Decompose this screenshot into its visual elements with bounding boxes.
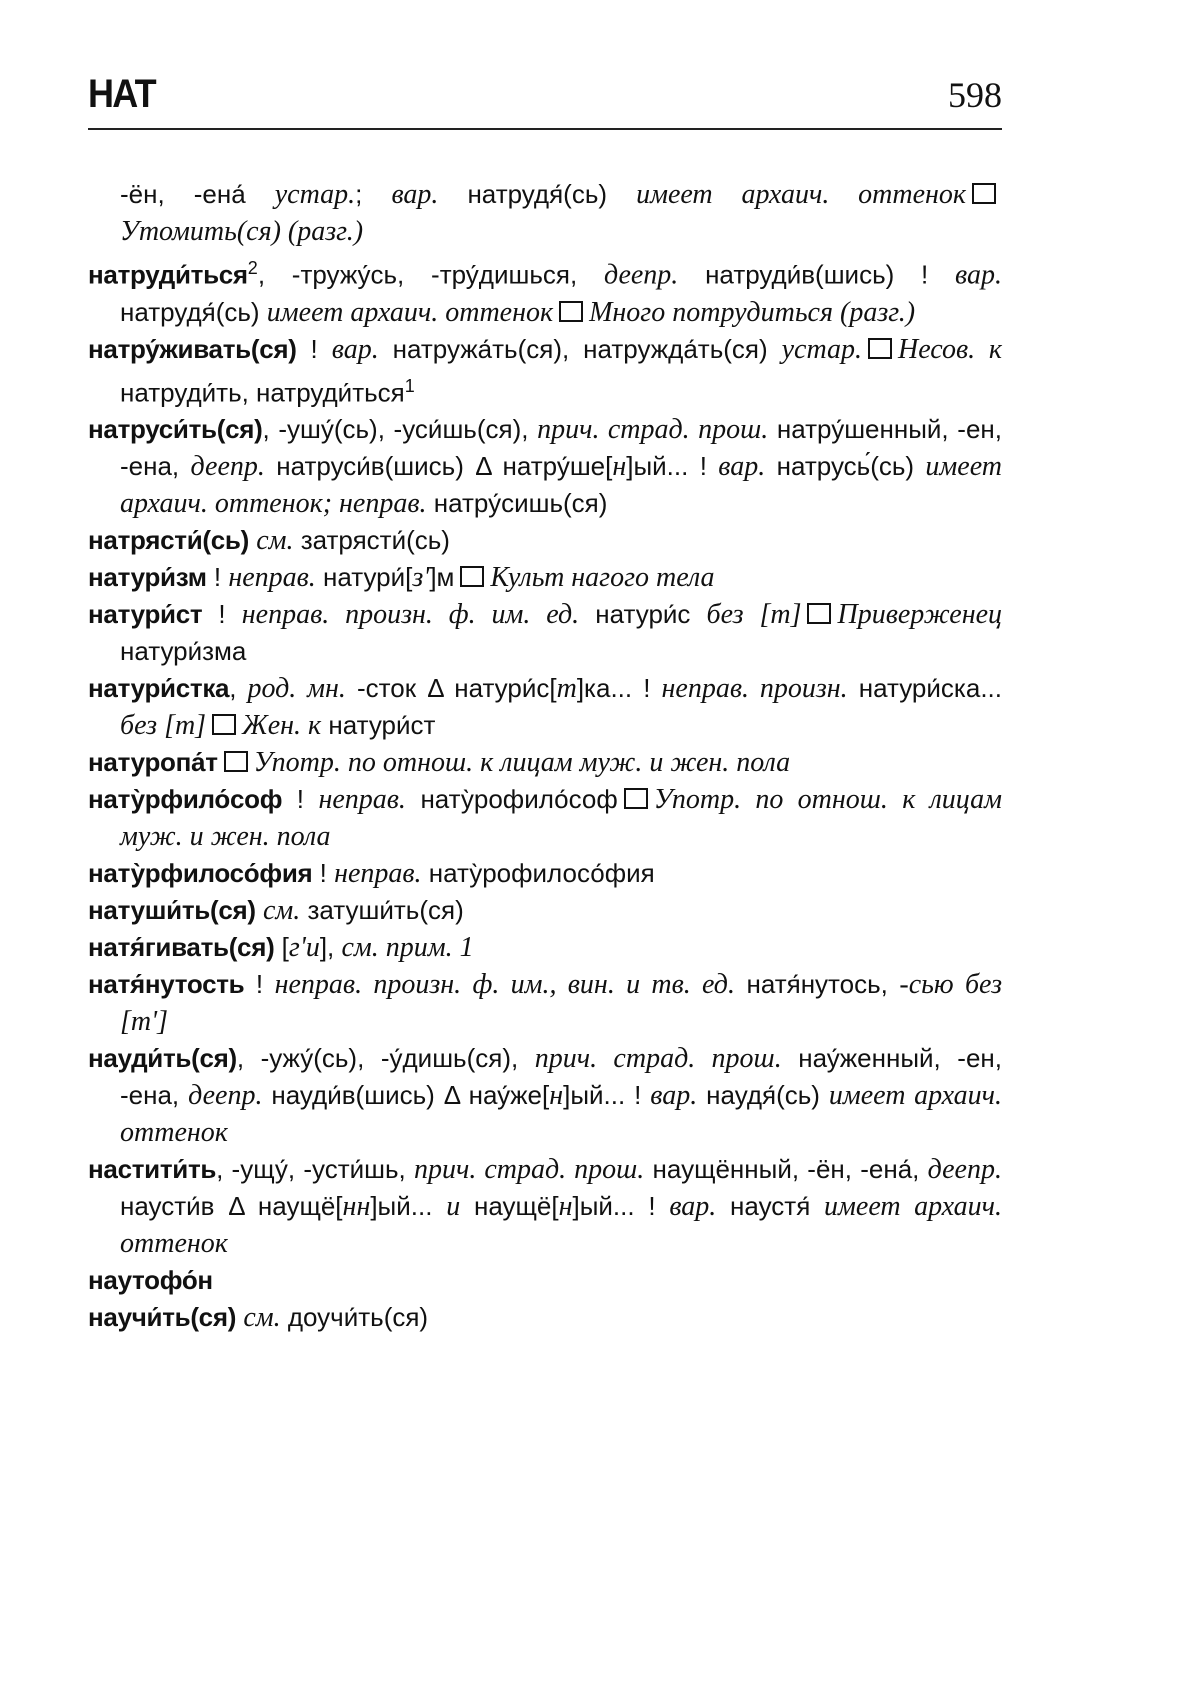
entry-text: ;	[355, 179, 392, 209]
label-italic: имеет архаич. оттенок	[636, 179, 967, 210]
label-italic: Утомить(ся) (разг.)	[120, 216, 364, 247]
entry-text: натрудя́(сь)	[120, 296, 267, 327]
label-italic: з'	[412, 562, 430, 594]
label-italic: имеет архаич. оттенок; неправ.	[120, 451, 1002, 520]
headword: нату̀рфило́соф	[88, 784, 283, 815]
headword: настити́ть	[88, 1154, 217, 1185]
entry-text: , -тружу́сь, -тру́дишься,	[257, 259, 604, 290]
label-italic: неправ. произн. ф. им., вин. и тв. ед.	[274, 969, 735, 1001]
label-italic: см.	[256, 525, 294, 557]
entry-text: наущённый, -ён, -ена́,	[644, 1154, 928, 1185]
entry-text: ]ый... !	[626, 451, 719, 482]
entry-text: натру́сишь(ся)	[426, 488, 608, 519]
dictionary-entry	[88, 670, 1002, 744]
label-italic: и	[446, 1191, 461, 1223]
label-italic: Употр. по отнош. к лицам муж. и жен. пола	[120, 784, 1003, 853]
entry-text: !	[312, 858, 335, 889]
dictionary-entry	[88, 331, 1002, 412]
entry-text: натру́шенный, -ен, -ена,	[120, 414, 1002, 482]
label-italic: прич. страд. прош.	[413, 1154, 645, 1186]
dictionary-entry	[88, 892, 1002, 929]
headword: натури́зм	[88, 562, 207, 593]
dictionary-entry	[88, 411, 1002, 522]
entry-text: наущё[	[460, 1191, 559, 1222]
entry-text: натя́нутось,	[734, 969, 900, 1000]
headword: натя́гивать(ся)	[88, 932, 275, 963]
dictionary-entry	[88, 855, 1002, 892]
entry-text: ]м	[429, 562, 455, 593]
label-italic: неправ.	[228, 562, 316, 594]
headword: натури́стка	[88, 673, 230, 704]
dictionary-entry	[88, 596, 1002, 670]
headword: нату̀рфилосо́фия	[88, 858, 313, 889]
entry-text: ]ка... !	[576, 673, 662, 704]
label-italic: -сью без [т']	[120, 969, 1003, 1038]
entry-text: -ён, -ена́	[120, 179, 275, 209]
headword: натуропа́т	[88, 747, 218, 778]
label-italic: см. прим. 1	[341, 932, 474, 964]
definition-box-icon	[807, 603, 831, 624]
label-italic: н	[558, 1191, 573, 1223]
headword: натя́нутость	[88, 969, 245, 1000]
label-italic: прич. страд. прош.	[537, 414, 769, 446]
definition-box-icon	[972, 183, 996, 204]
label-italic: без [т]	[120, 710, 207, 742]
definition-box-icon	[624, 788, 648, 809]
entry-text: !	[282, 784, 319, 815]
label-italic: имеет архаич. оттенок	[120, 1080, 1003, 1149]
label-italic: имеет архаич. оттенок	[266, 296, 554, 328]
entry-text: ],	[319, 932, 342, 963]
entry-text: !	[206, 562, 229, 593]
entry-text: науди́в(шись) Δ нау́же[	[262, 1080, 550, 1111]
running-header	[88, 72, 1002, 128]
dictionary-entry	[88, 522, 1002, 559]
dictionary-entry	[88, 966, 1002, 1040]
label-italic: деепр.	[603, 259, 679, 291]
dictionary-entry	[88, 1299, 1002, 1336]
header-rule	[88, 128, 1002, 130]
label-italic: н	[612, 451, 627, 483]
definition-box-icon	[460, 566, 484, 587]
label-italic: нн	[342, 1191, 371, 1223]
definition-box-icon	[868, 338, 892, 359]
label-italic: род. мн.	[247, 673, 346, 705]
entry-text: затуши́ть(ся)	[300, 895, 464, 926]
label-italic: деепр.	[190, 451, 265, 483]
entry-text: натури́с	[579, 599, 707, 630]
label-italic: неправ.	[318, 784, 406, 816]
definition-box-icon	[224, 751, 248, 772]
homonym-number: 1	[404, 375, 415, 396]
entry-text: -сток Δ натури́с[	[345, 673, 557, 704]
label-italic: см.	[262, 895, 301, 927]
entry-text: натури́зма	[120, 636, 247, 667]
label-italic: неправ. произн. ф. им. ед.	[241, 599, 580, 631]
entry-text	[256, 895, 263, 925]
entry-text: , -ущу́, -усти́шь,	[216, 1154, 414, 1185]
entry-text: [	[274, 932, 289, 963]
dictionary-entry	[88, 929, 1002, 966]
entry-text: натури́ска...	[847, 673, 1002, 704]
entry-text: натрудя́(сь)	[438, 179, 637, 209]
label-italic: Несов. к	[898, 333, 1003, 365]
label-italic: без [т]	[706, 599, 802, 631]
dictionary-entry	[88, 1262, 1002, 1299]
entry-text: наудя́(сь)	[697, 1080, 829, 1111]
dictionary-entries	[88, 176, 1002, 1336]
label-italic: вар.	[955, 259, 1002, 291]
label-italic: г'и	[288, 932, 320, 964]
guide-word: НАТ	[88, 72, 155, 116]
dictionary-entry	[88, 1040, 1002, 1151]
entry-text: , -ушу́(сь), -уси́шь(ся),	[262, 414, 538, 445]
label-italic: Употр. по отнош. к лицам муж. и жен. пола	[253, 747, 791, 779]
label-italic: н	[549, 1080, 564, 1112]
entry-text: ]ый... !	[572, 1191, 670, 1222]
entry-text: натури́[	[315, 562, 413, 593]
label-italic: прич. страд. прош.	[534, 1043, 782, 1075]
definition-box-icon	[559, 301, 583, 322]
label-italic: неправ. произн.	[661, 673, 848, 705]
entry-text: !	[296, 333, 332, 364]
entry-text: ]ый...	[370, 1191, 447, 1222]
entry-text: натруди́в(шись) !	[678, 259, 956, 290]
homonym-number: 2	[247, 258, 258, 278]
entry-text: ,	[229, 673, 248, 704]
headword: натруси́ть(ся)	[88, 414, 263, 445]
label-italic: вар.	[650, 1080, 698, 1112]
entry-text: наусти́в Δ наущё[	[120, 1191, 343, 1222]
dictionary-entry	[88, 559, 1002, 596]
entry-text: нату̀рофило́соф	[405, 784, 618, 815]
entry-continuation	[88, 176, 1002, 250]
label-italic: вар.	[331, 333, 379, 365]
dictionary-entry	[88, 250, 1002, 331]
entry-text: натруди́ть, натруди́ться	[120, 377, 405, 408]
headword: научи́ть(ся)	[88, 1302, 237, 1333]
entry-text: натружа́ть(ся), натружда́ть(ся)	[378, 333, 782, 364]
entry-text: !	[244, 969, 275, 1000]
label-italic: имеет архаич. оттенок	[120, 1191, 1003, 1260]
headword: науди́ть(ся)	[88, 1043, 237, 1074]
entry-text: доучи́ть(ся)	[280, 1302, 429, 1333]
entry-text: нау́женный, -ен, -ена,	[120, 1043, 1003, 1111]
label-italic: вар.	[391, 179, 439, 210]
label-italic: т	[556, 673, 577, 705]
label-italic: Жен. к	[242, 710, 322, 742]
label-italic: деепр.	[927, 1154, 1002, 1186]
page-number: 598	[948, 75, 1002, 115]
definition-box-icon	[212, 714, 236, 735]
entry-text: натруси́в(шись) Δ натру́ше[	[264, 451, 613, 482]
entry-text: !	[202, 599, 242, 630]
label-italic: устар.	[781, 333, 863, 365]
label-italic: деепр.	[188, 1080, 263, 1112]
entry-text: ]ый... !	[563, 1080, 651, 1111]
entry-text: натрусь́(сь)	[765, 451, 926, 482]
headword: натру́живать(ся)	[88, 333, 297, 364]
label-italic: Много потрудиться (разг.)	[589, 296, 916, 328]
label-italic: Культ нагого тела	[490, 562, 715, 594]
headword: натури́ст	[88, 599, 203, 630]
label-italic: Приверженец	[837, 599, 1003, 631]
label-italic: вар.	[718, 451, 766, 483]
headword: наутофо́н	[88, 1265, 213, 1296]
label-italic: см.	[243, 1302, 281, 1334]
entry-text: наустя́	[716, 1191, 825, 1222]
entry-text: , -ужу́(сь), -у́дишь(ся),	[236, 1043, 535, 1074]
headword: натруди́ться	[88, 259, 248, 290]
dictionary-entry	[88, 1151, 1002, 1262]
dictionary-entry	[88, 744, 1002, 781]
entry-text: нату̀рофилосо́фия	[421, 858, 655, 889]
headword: натуши́ть(ся)	[88, 895, 256, 926]
dictionary-entry	[88, 781, 1002, 855]
entry-text: натури́ст	[321, 710, 436, 741]
label-italic: устар.	[274, 179, 356, 210]
label-italic: вар.	[669, 1191, 717, 1223]
entry-text: затрясти́(сь)	[293, 525, 450, 556]
label-italic: неправ.	[334, 858, 422, 890]
headword: натрясти́(сь)	[88, 525, 249, 556]
